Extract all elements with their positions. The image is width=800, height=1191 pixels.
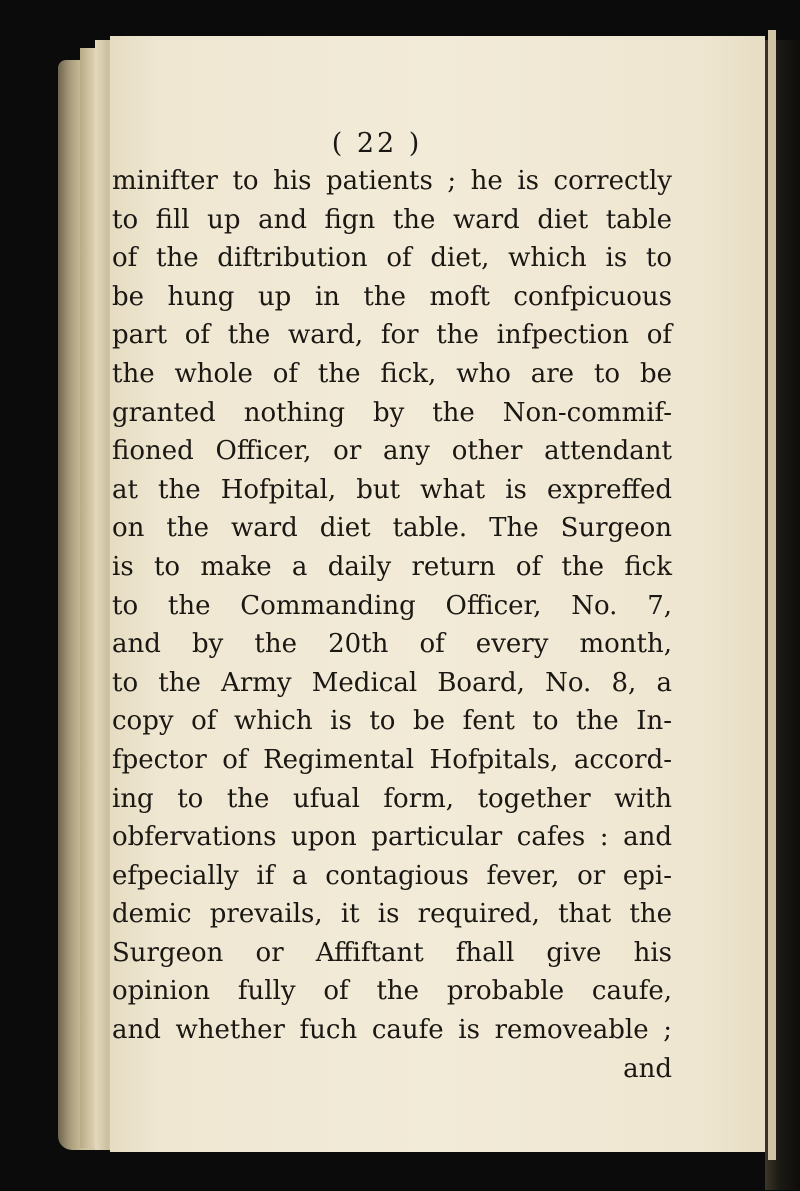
text-line: on the ward diet table. The Surgeon <box>112 513 672 544</box>
text-line: obfervations upon particular cafes : and <box>112 822 672 853</box>
text-line: opinion fully of the probable caufe, <box>112 976 672 1007</box>
text-line: efpecially if a contagious fever, or epi- <box>112 860 672 891</box>
facing-page-strip <box>768 30 776 1160</box>
text-line: copy of which is to be fent to the In- <box>112 706 672 737</box>
text-line: fpector of Regimental Hofpitals, accord- <box>112 744 672 775</box>
text-line: granted nothing by the Non-commif- <box>112 397 672 428</box>
text-line: is to make a daily return of the fick <box>112 551 672 582</box>
text-line: ing to the ufual form, together with <box>112 783 672 814</box>
text-line: the whole of the fick, who are to be <box>112 358 672 389</box>
text-line: to fill up and fign the ward diet table <box>112 204 672 235</box>
text-line: part of the ward, for the infpection of <box>112 320 672 351</box>
text-line: Surgeon or Affiftant fhall give his <box>112 937 672 968</box>
text-line: to the Commanding Officer, No. 7, <box>112 590 672 621</box>
catchword: and <box>623 1053 672 1084</box>
page-number-header: ( 22 ) <box>331 128 423 159</box>
page-text <box>112 126 672 1088</box>
text-line: be hung up in the moft confpicuous <box>112 281 672 312</box>
text-line: minifter to his patients ; he is correctly <box>112 166 672 196</box>
text-line: to the Army Medical Board, No. 8, a <box>112 667 672 698</box>
text-line: at the Hofpital, but what is expreffed <box>112 474 672 505</box>
text-line: demic prevails, it is required, that the <box>112 899 672 930</box>
text-line: fioned Officer, or any other attendant <box>112 436 672 467</box>
text-line: and whether fuch caufe is removeable ; <box>112 1015 672 1046</box>
text-line: of the diftribution of diet, which is to <box>112 243 672 274</box>
text-line: and by the 20th of every month, <box>112 629 672 660</box>
